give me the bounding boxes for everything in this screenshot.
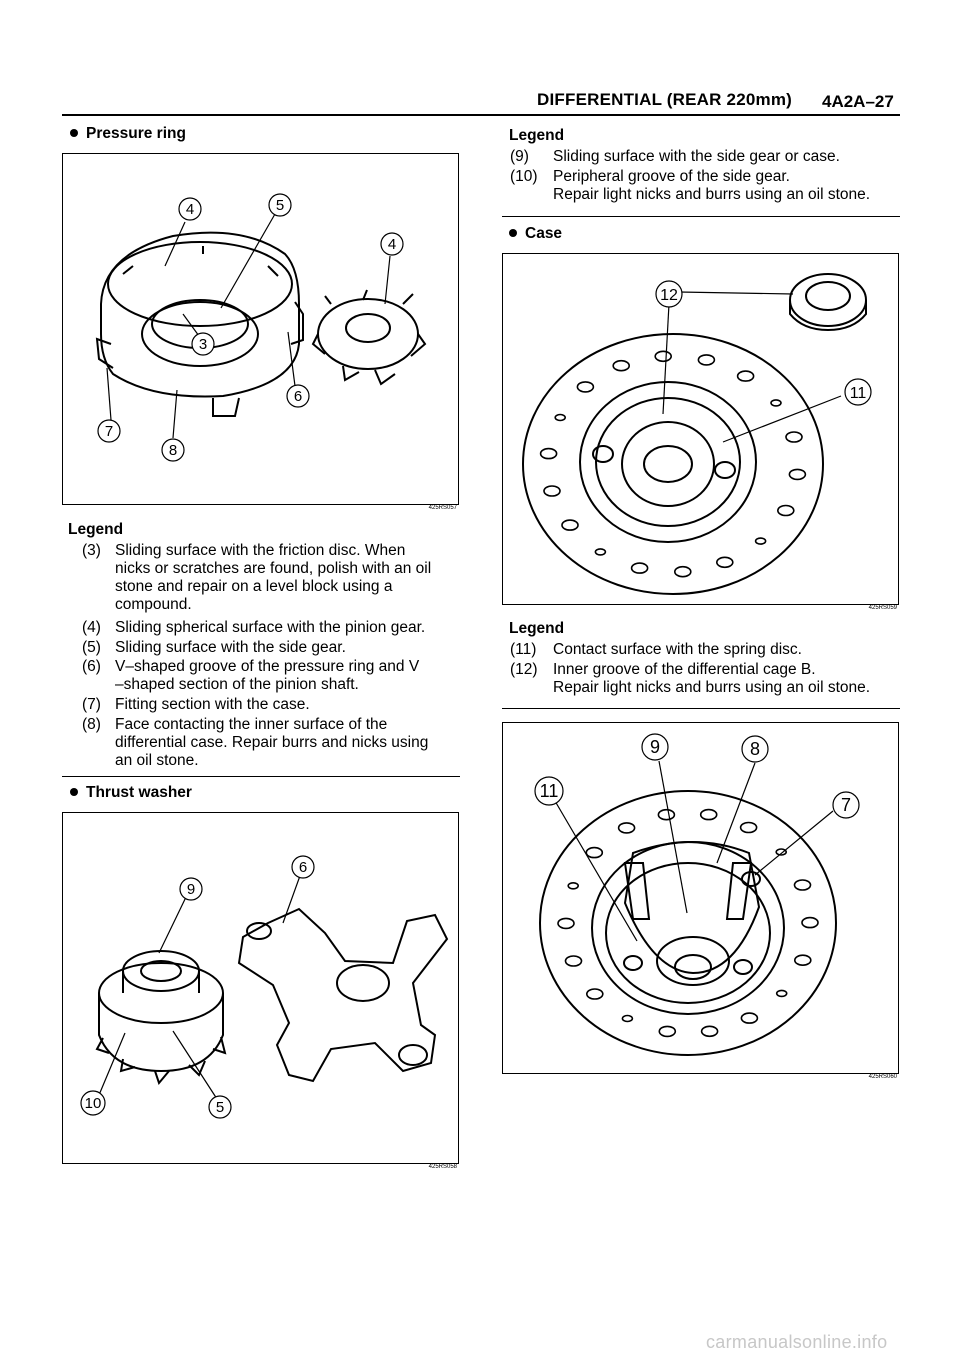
legend-number: (9) xyxy=(510,148,529,165)
callout-6: 6 xyxy=(293,388,303,405)
bolt-hole xyxy=(541,449,557,459)
bolt-hole xyxy=(655,351,671,361)
callout-9: 9 xyxy=(649,737,661,757)
legend-item xyxy=(82,658,462,697)
watermark: carmanualsonline.info xyxy=(706,1332,888,1352)
bolt-hole xyxy=(778,506,794,516)
legend-text: Inner groove of the differential cage B. Repair light nicks and burrs using an oil stone. xyxy=(553,661,871,696)
bolt-hole xyxy=(619,823,635,833)
bolt-hole xyxy=(658,810,674,820)
bolt-hole xyxy=(562,520,578,530)
bolt-hole xyxy=(595,549,605,555)
bolt-hole xyxy=(738,371,754,381)
legend-text: Contact surface with the spring disc. xyxy=(553,641,802,658)
bolt-hole xyxy=(802,918,818,928)
legend-text: Sliding surface with the friction disc. When nicks or scratches are found, polish with an oil stone and repair on a level block using a compound. xyxy=(115,542,432,613)
figure-code: 425RS059 xyxy=(868,605,897,611)
legend-item xyxy=(82,619,462,638)
bullet-icon xyxy=(70,788,78,796)
legend-text: V–shaped groove of the pressure ring and V –shaped section of the pinion shaft. xyxy=(115,657,420,693)
legend-title: Legend xyxy=(68,521,124,538)
thrust-washer-illustration xyxy=(63,813,458,1163)
callout-8: 8 xyxy=(168,442,178,459)
case-illustration xyxy=(503,254,898,604)
callout-4: 4 xyxy=(185,201,195,218)
bolt-hole xyxy=(795,880,811,890)
legend-text: Sliding spherical surface with the pinion gear. xyxy=(115,619,426,637)
section-divider xyxy=(502,216,900,217)
bolt-hole xyxy=(698,355,714,365)
bolt-hole xyxy=(555,415,565,421)
legend-number: (8) xyxy=(82,715,101,733)
callout-7: 7 xyxy=(104,423,114,440)
legend-item xyxy=(82,639,462,658)
bolt-hole xyxy=(795,955,811,965)
legend-text: Peripheral groove of the side gear. Repair light nicks and burrs using an oil stone. xyxy=(553,168,871,203)
bolt-hole xyxy=(558,918,574,928)
legend-item xyxy=(82,716,462,774)
legend-text: Fitting section with the case. xyxy=(115,696,310,714)
legend-item xyxy=(510,661,900,701)
section-heading-pressure-ring: Pressure ring xyxy=(70,125,186,143)
bolt-hole xyxy=(568,883,578,889)
bolt-hole xyxy=(577,382,593,392)
legend-number: (3) xyxy=(82,542,101,559)
pressure-ring-illustration xyxy=(63,154,458,504)
callout-11: 11 xyxy=(849,385,867,402)
figure-thrust-washer xyxy=(62,812,459,1164)
legend-item xyxy=(82,696,462,715)
page-number: 4A2A–27 xyxy=(822,92,894,111)
legend-text: Face contacting the inner surface of the differential case. Repair burrs and nicks using an oil stone. xyxy=(115,715,429,769)
figure-code: 425RS060 xyxy=(868,1074,897,1080)
bolt-hole xyxy=(786,432,802,442)
legend-number: (7) xyxy=(82,696,101,714)
callout-11: 11 xyxy=(539,781,559,801)
legend-number: (4) xyxy=(82,619,101,637)
bolt-hole xyxy=(566,956,582,966)
callout-5: 5 xyxy=(215,1099,225,1116)
callout-8: 8 xyxy=(749,739,761,759)
bolt-hole xyxy=(771,400,781,406)
legend-text: Sliding surface with the side gear. xyxy=(115,638,346,656)
callout-10: 10 xyxy=(84,1095,102,1112)
bolt-hole xyxy=(586,848,602,858)
figure-pressure-ring xyxy=(62,153,459,505)
bolt-hole xyxy=(675,567,691,577)
section-divider xyxy=(62,776,460,777)
bolt-hole xyxy=(701,810,717,820)
legend-item xyxy=(510,641,900,661)
case-inner-illustration xyxy=(503,723,898,1073)
bullet-icon xyxy=(509,229,517,237)
figure-code: 425RS057 xyxy=(428,505,457,511)
bolt-hole xyxy=(613,361,629,371)
callout-9: 9 xyxy=(186,881,196,898)
section-heading-case: Case xyxy=(509,225,562,243)
callout-5: 5 xyxy=(275,197,285,214)
legend-number: (11) xyxy=(510,641,537,658)
legend-title: Legend xyxy=(509,127,565,144)
callout-3: 3 xyxy=(198,336,208,353)
bolt-hole xyxy=(777,990,787,996)
legend-number: (10) xyxy=(510,168,538,185)
legend-item xyxy=(82,542,462,619)
legend-title: Legend xyxy=(509,620,565,637)
bolt-hole xyxy=(632,563,648,573)
bolt-hole xyxy=(659,1026,675,1036)
bolt-hole xyxy=(587,989,603,999)
bolt-hole xyxy=(756,538,766,544)
figure-case-inner xyxy=(502,722,899,1074)
bolt-hole xyxy=(702,1026,718,1036)
figure-case xyxy=(502,253,899,605)
header-title: DIFFERENTIAL (REAR 220mm) xyxy=(537,90,792,109)
bolt-hole xyxy=(622,1016,632,1022)
legend-number: (12) xyxy=(510,661,538,678)
callout-7: 7 xyxy=(840,795,852,815)
bullet-icon xyxy=(70,129,78,137)
callout-12: 12 xyxy=(660,287,678,304)
callout-4b: 4 xyxy=(387,236,397,253)
legend-item xyxy=(510,148,900,168)
section-divider xyxy=(502,708,900,709)
legend-number: (5) xyxy=(82,638,101,656)
legend-item xyxy=(510,168,900,208)
bolt-hole xyxy=(544,486,560,496)
bolt-hole xyxy=(717,557,733,567)
section-heading-thrust-washer: Thrust washer xyxy=(70,784,192,802)
legend-text: Sliding surface with the side gear or case. xyxy=(553,148,840,165)
legend-number: (6) xyxy=(82,657,101,675)
callout-6: 6 xyxy=(298,859,308,876)
header-rule xyxy=(62,114,900,116)
bolt-hole xyxy=(741,823,757,833)
bolt-hole xyxy=(741,1013,757,1023)
bolt-hole xyxy=(789,469,805,479)
figure-code: 425RS058 xyxy=(428,1164,457,1170)
